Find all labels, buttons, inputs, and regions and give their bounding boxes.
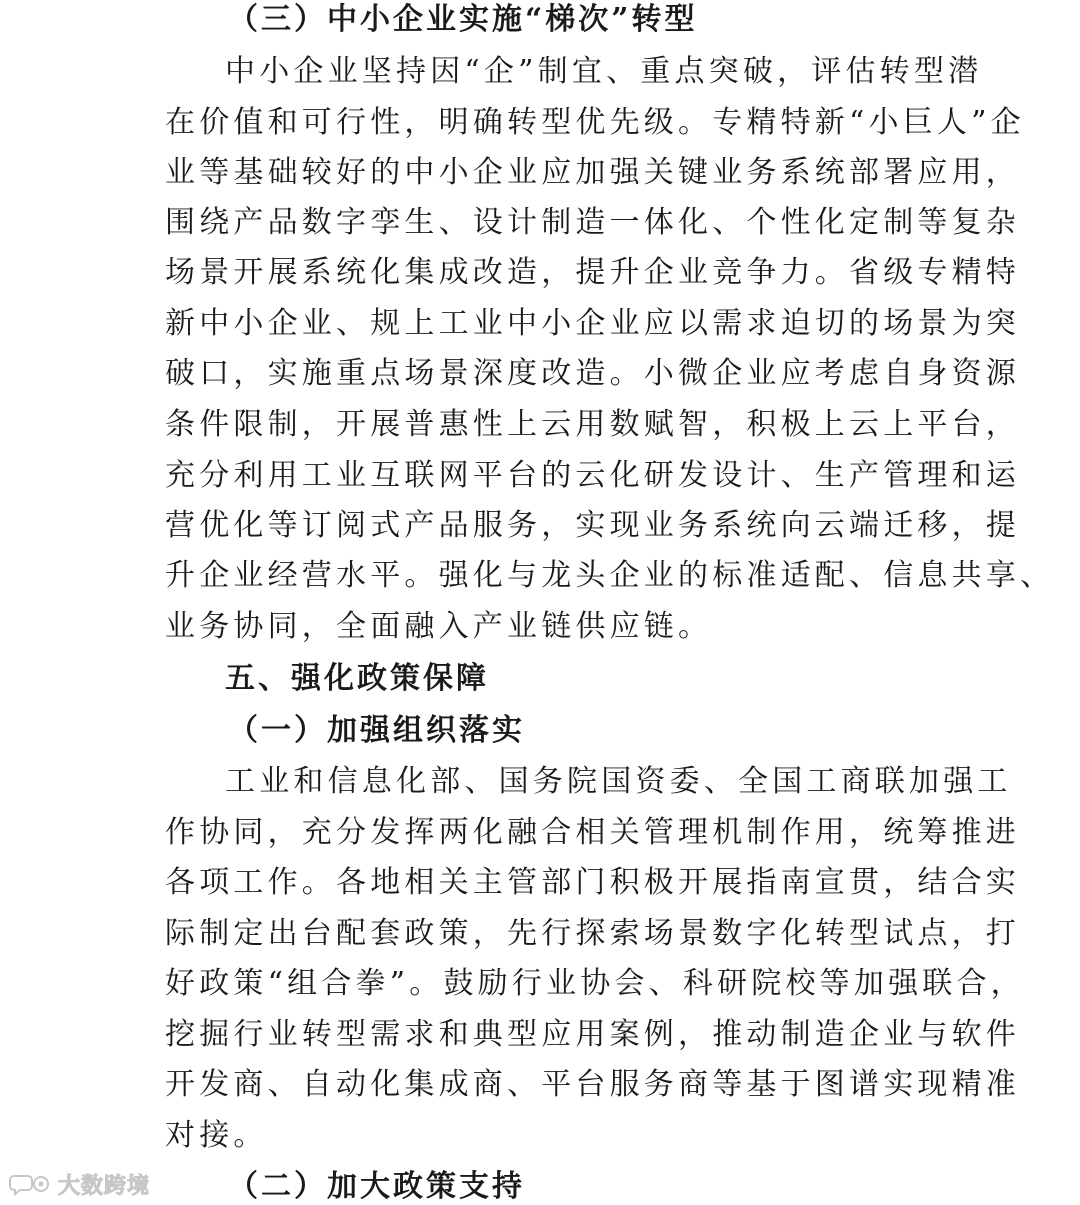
paragraph-line: 中小企业坚持因“企”制宜、重点突破，评估转型潜 [225,54,983,89]
paragraph-line: 业务协同，全面融入产业链供应链。 [165,609,713,644]
paragraph-line: 营优化等订阅式产品服务，实现业务系统向云端迁移，提 [165,508,1020,543]
subsection-heading-5-2: （二）加大政策支持 [228,1169,525,1204]
paragraph-line: 好政策“组合拳”。鼓励行业协会、科研院校等加强联合， [165,966,1025,1001]
section-heading-5: 五、强化政策保障 [225,661,489,696]
paragraph-line: 在价值和可行性，明确转型优先级。专精特新“小巨人”企 [165,105,1025,140]
watermark-text: 大数跨境 [58,1173,151,1199]
paragraph-line: 围绕产品数字孪生、设计制造一体化、个性化定制等复杂 [165,205,1020,240]
paragraph-line: 新中小企业、规上工业中小企业应以需求迫切的场景为突 [165,306,1020,341]
chat-bubble-logo-icon [8,1172,52,1196]
paragraph-line: 条件限制，开展普惠性上云用数赋智，积极上云上平台， [165,407,1020,442]
section-heading-3: （三）中小企业实施“梯次”转型 [228,2,698,37]
paragraph-line: 对接。 [165,1118,268,1153]
watermark [8,1168,150,1200]
paragraph-line: 工业和信息化部、国务院国资委、全国工商联加强工 [225,764,1012,799]
paragraph-line: 充分利用工业互联网平台的云化研发设计、生产管理和运 [165,458,1020,493]
paragraph-line: 业等基础较好的中小企业应加强关键业务系统部署应用， [165,155,1020,190]
paragraph-line: 际制定出台配套政策，先行探索场景数字化转型试点，打 [165,916,1020,951]
paragraph-line: 作协同，充分发挥两化融合相关管理机制作用，统筹推进 [165,815,1020,850]
subsection-heading-5-1: （一）加强组织落实 [228,713,525,748]
paragraph-line: 开发商、自动化集成商、平台服务商等基于图谱实现精准 [165,1067,1020,1102]
paragraph-line: 各项工作。各地相关主管部门积极开展指南宣贯，结合实 [165,865,1020,900]
paragraph-line: 破口，实施重点场景深度改造。小微企业应考虑自身资源 [165,356,1020,391]
paragraph-line: 场景开展系统化集成改造，提升企业竞争力。省级专精特 [165,255,1020,290]
paragraph-line: 升企业经营水平。强化与龙头企业的标准适配、信息共享、 [165,558,1055,593]
paragraph-line: 挖掘行业转型需求和典型应用案例，推动制造企业与软件 [165,1017,1020,1052]
